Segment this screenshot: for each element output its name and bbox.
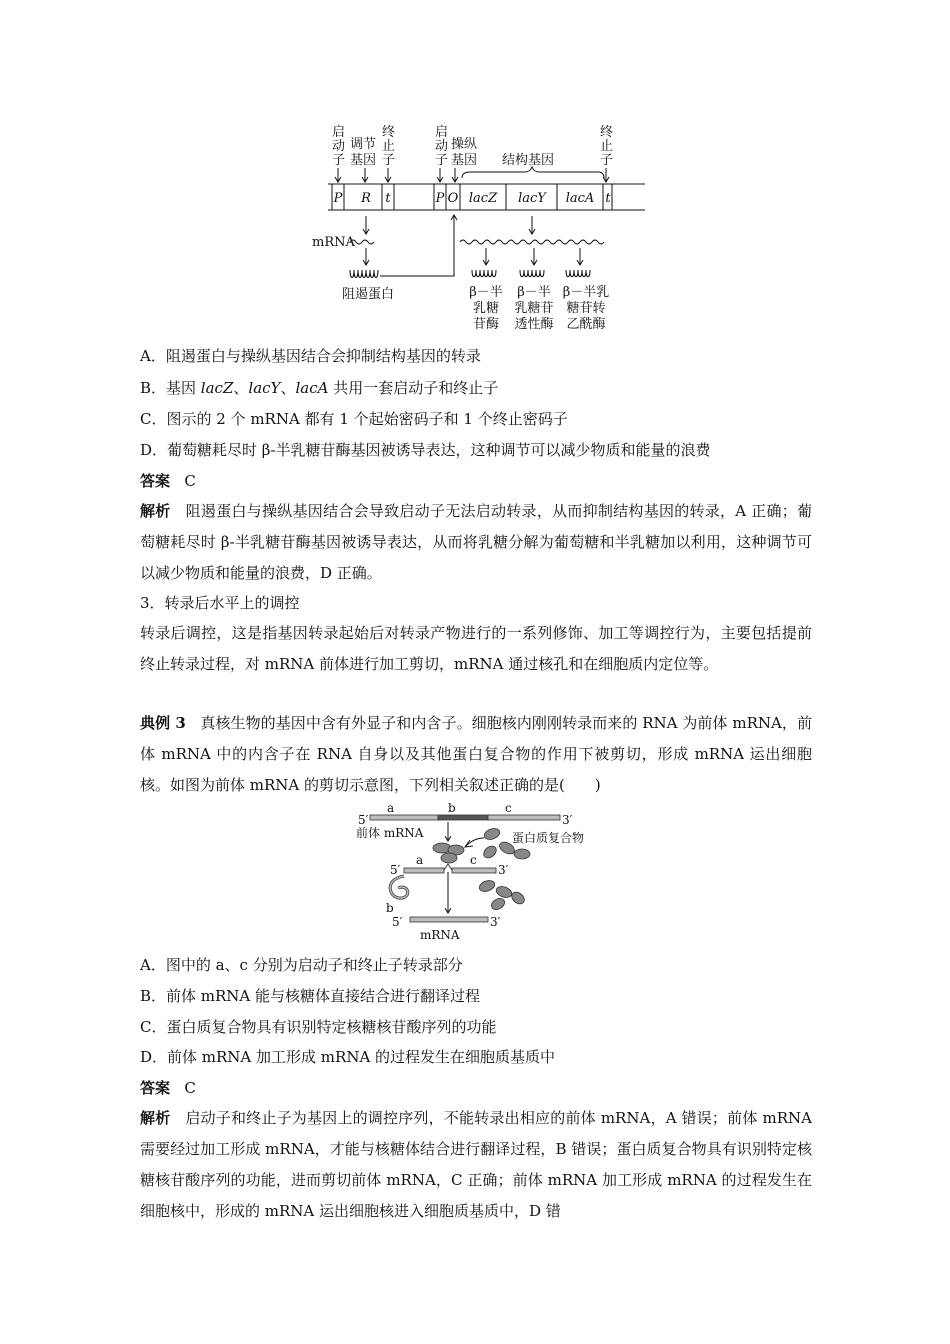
option-a: A．阻遏蛋白与操纵基因结合会抑制结构基因的转录 [140, 347, 481, 365]
example3-stem [140, 708, 812, 801]
answer-value: C [184, 472, 196, 490]
fig2-five-mid: 5′ [390, 863, 401, 877]
label-operator-1: 操纵 [451, 137, 478, 152]
enzyme3-line2: 糖苷转 [566, 301, 606, 316]
splicing-diagram [352, 800, 602, 942]
example3-text: 真核生物的基因中含有外显子和内含子。细胞核内刚刚转录而来的 RNA 为前体 mRNA，前体 mRNA 中的内含子在 RNA 自身以及其他蛋白复合物的作用下被剪切，形成 mRNA 运出细胞核。如图为前体 mRNA 的剪切示意图，下列相关叙述正确的是( ) [140, 714, 812, 794]
label-terminator2-2: 止 [600, 139, 614, 154]
section3-body: 转录后调控，这是指基因转录起始后对转录产物进行的一系列修饰、加工等调控行为，主要包括提前终止转录过程，对 mRNA 前体进行加工剪切，mRNA 通过核孔和在细胞质内定位等。 [140, 624, 812, 673]
label-terminator1-2: 止 [382, 139, 396, 154]
ex3-answer-value: C [184, 1079, 196, 1097]
gene-lacz: lacZ [200, 379, 234, 397]
segment-p2: P [435, 191, 445, 206]
ex3-answer-line [140, 1078, 812, 1098]
lac-operon-diagram [312, 118, 650, 338]
ex3-analysis-block [140, 1103, 812, 1227]
analysis-block [140, 496, 812, 589]
enzyme1-line3: 苷酶 [472, 317, 500, 332]
label-terminator1-3: 子 [382, 153, 396, 168]
answer-label: 答案 [140, 472, 171, 490]
fig2-mrna: mRNA [420, 928, 460, 942]
enzyme1-line1: β－半 [469, 285, 503, 300]
option-b-post: 共用一套启动子和终止子 [328, 379, 499, 397]
option-c: C．图示的 2 个 mRNA 都有 1 个起始密码子和 1 个终止密码子 [140, 410, 568, 428]
label-promoter2-2: 动 [435, 139, 449, 154]
fig2-five-bottom: 5′ [392, 915, 403, 929]
ex3-option-a: A．图中的 a、c 分别为启动子和终止子转录部分 [140, 956, 463, 974]
label-repressor: 阻遏蛋白 [342, 287, 395, 302]
fig2-c-mid: c [470, 853, 477, 867]
option-b-sep2: 、 [280, 379, 296, 397]
fig2-three-bottom: 3′ [490, 915, 501, 929]
segment-o: O [447, 191, 459, 206]
segment-lacy: lacY [518, 191, 546, 206]
gene-laca: lacA [295, 379, 329, 397]
option-b [140, 378, 812, 398]
option-b-sep1: 、 [233, 379, 249, 397]
fig2-three-top: 3′ [562, 813, 573, 827]
enzyme3-line1: β－半乳 [562, 285, 610, 300]
label-promoter1-3: 子 [332, 153, 346, 168]
enzyme2-line3: 透性酶 [514, 317, 554, 332]
segment-r: R [361, 191, 371, 206]
label-promoter2-3: 子 [435, 153, 449, 168]
ex3-option-b: B．前体 mRNA 能与核糖体直接结合进行翻译过程 [140, 987, 481, 1005]
label-promoter1-1: 启 [332, 125, 346, 140]
label-mrna: mRNA [312, 235, 355, 250]
ex3-analysis-text: 启动子和终止子为基因上的调控序列，不能转录出相应的前体 mRNA，A 错误；前体 mRNA 需要经过加工形成 mRNA，才能与核糖体结合进行翻译过程，B 错误；蛋白质复合物具有识别特定核糖核苷酸序列的功能，进而剪切前体 mRNA，C 正确；前体 mRNA 加工形成 mRNA 的过程发生在细胞核中，形成的 mRNA 运出细胞核进入细胞质基质中，D 错 [140, 1109, 812, 1220]
label-terminator2-1: 终 [600, 125, 614, 140]
label-regulator-1: 调节 [350, 137, 377, 152]
segment-t1: t [385, 191, 391, 206]
ex3-analysis-label: 解析 [140, 1109, 171, 1127]
enzyme3-line3: 乙酰酶 [566, 317, 606, 332]
segment-lacz: lacZ [468, 191, 498, 206]
option-d: D．葡萄糖耗尽时 β-半乳糖苷酶基因被诱导表达，这种调节可以减少物质和能量的浪费 [140, 441, 711, 459]
enzyme1-line2: 乳糖 [472, 301, 500, 316]
answer-line [140, 471, 812, 491]
analysis-label: 解析 [140, 502, 171, 520]
fig2-b-top: b [448, 801, 456, 815]
segment-p1: P [333, 191, 343, 206]
ex3-option-c: C．蛋白质复合物具有识别特定核糖核苷酸序列的功能 [140, 1018, 497, 1036]
fig2-three-mid: 3′ [498, 863, 509, 877]
label-promoter2-1: 启 [435, 125, 449, 140]
segment-laca: lacA [565, 191, 595, 206]
fig2-b-loop: b [386, 901, 394, 915]
fig2-a-mid: a [416, 853, 424, 867]
enzyme2-line1: β－半 [517, 285, 551, 300]
label-terminator2-3: 子 [600, 153, 614, 168]
label-promoter1-2: 动 [332, 139, 346, 154]
enzyme2-line2: 乳糖苷 [514, 301, 554, 316]
gene-lacy: lacY [248, 379, 281, 397]
option-b-pre: B．基因 [140, 379, 201, 397]
fig2-c-top: c [505, 801, 512, 815]
example3-label: 典例 3 [140, 714, 186, 732]
fig2-five-top: 5′ [358, 813, 369, 827]
label-operator-2: 基因 [451, 153, 478, 168]
label-regulator-2: 基因 [350, 153, 377, 168]
analysis-text: 阻遏蛋白与操纵基因结合会导致启动子无法启动转录，从而抑制结构基因的转录，A 正确；葡萄糖耗尽时 β-半乳糖苷酶基因被诱导表达，从而将乳糖分解为葡萄糖和半乳糖加以利用，这种调节可以减少物质和能量的浪费，D 正确。 [140, 502, 812, 582]
fig2-pre-mrna: 前体 mRNA [356, 826, 424, 840]
ex3-option-d: D．前体 mRNA 加工形成 mRNA 的过程发生在细胞质基质中 [140, 1048, 556, 1066]
label-structural: 结构基因 [502, 153, 555, 168]
fig2-a-top: a [387, 801, 395, 815]
label-terminator1-1: 终 [382, 125, 396, 140]
section3-heading: 3．转录后水平上的调控 [140, 594, 300, 612]
ex3-answer-label: 答案 [140, 1079, 171, 1097]
segment-t2: t [605, 191, 611, 206]
fig2-protein-complex: 蛋白质复合物 [512, 831, 585, 845]
